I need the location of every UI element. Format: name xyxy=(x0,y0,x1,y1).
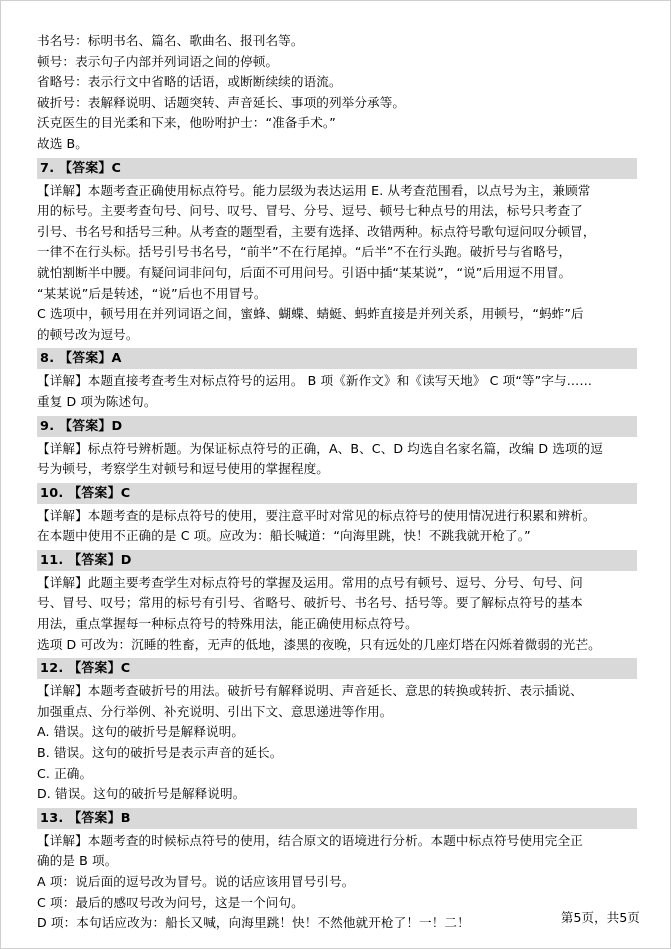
answer-block-11 xyxy=(37,550,637,655)
answer-heading: 13. 【答案】B xyxy=(37,808,637,829)
text-line: 号、冒号、叹号；常用的标号有引号、省略号、破折号、书名号、括号等。要了解标点符号的基本 xyxy=(37,595,583,611)
answer-block-13 xyxy=(37,808,637,934)
text-line: 【详解】本题直接考查考生对标点符号的运用。 B 项《新作文》和《读写天地》 C 项“等”字与…… xyxy=(37,373,593,389)
text-line: “某某说”后是转述，“说”后也不用冒号。 xyxy=(37,285,267,301)
text-line: 【详解】本题考查的时候标点符号的使用，结合原文的语境进行分析。本题中标点符号使用完全正 xyxy=(37,832,583,848)
text-line: D. 错误。这句的破折号是解释说明。 xyxy=(37,786,246,802)
answer-heading: 7. 【答案】C xyxy=(37,158,637,179)
text-line: 确的是 B 项。 xyxy=(37,853,118,869)
text-line: 顿号：表示句子内部并列词语之间的停顿。 xyxy=(37,53,279,69)
text-line: 书名号：标明书名、篇名、歌曲名、报刊名等。 xyxy=(37,33,304,48)
text-line: 号为顿号，考察学生对顿号和逗号使用的掌握程度。 xyxy=(37,461,329,477)
answer-block-8 xyxy=(37,348,637,412)
text-line: D 项：本句话应改为：船长又喊，向海里跳！快！不然他就开枪了！一！二！ xyxy=(37,915,470,931)
text-line: 【详解】标点符号辨析题。为保证标点符号的正确，A、B、C、D 均选自名家名篇，改编 D 选项的逗 xyxy=(37,440,604,456)
answer-heading: 12. 【答案】C xyxy=(37,658,637,679)
answer-block-10 xyxy=(37,483,637,547)
text-line: C 选项中，顿号用在并列词语之间，蜜蜂、蝴蝶、蜻蜓、蚂蚱直接是并列关系，用顿号，“蚂蚱”后 xyxy=(37,306,584,322)
text-line: 加强重点、分行举例、补充说明、引出下文、意思递进等作用。 xyxy=(37,703,393,719)
answer-heading: 9. 【答案】D xyxy=(37,416,637,437)
answer-heading: 11. 【答案】D xyxy=(37,550,637,571)
answer-block-9 xyxy=(37,416,637,480)
text-line: 【详解】此题主要考查学生对标点符号的掌握及运用。常用的点号有顿号、逗号、分号、句号、问 xyxy=(37,574,583,590)
text-line: 选项 D 可改为：沉睡的牲畜，无声的低地，漆黑的夜晚，只有远处的几座灯塔在闪烁着微弱的光芒。 xyxy=(37,636,601,652)
page-footer: 第5页，共5页 xyxy=(560,910,640,925)
answer-block-12 xyxy=(37,658,637,805)
text-line: 就怕割断半中腰。有疑问词非问句，后面不可用问号。引语中插“某某说”，“说”后用逗不用冒。 xyxy=(37,264,572,280)
answer-heading: 8. 【答案】A xyxy=(37,348,637,369)
text-line: C 项：最后的感叹号改为问号，这是一个问句。 xyxy=(37,894,304,910)
text-line: 重复 D 项为陈述句。 xyxy=(37,393,157,409)
answer-block-7 xyxy=(37,158,637,346)
text-line: 破折号：表解释说明、话题突转、声音延长、事项的列举分承等。 xyxy=(37,94,406,110)
text-line: 的顿号改为逗号。 xyxy=(37,326,139,342)
text-line: 故选 B。 xyxy=(37,135,88,151)
text-line: A. 错误。这句的破折号是解释说明。 xyxy=(37,724,245,740)
text-line: 用法，重点掌握每一种标点符号的特殊用法，能正确使用标点符号。 xyxy=(37,616,418,632)
text-line: 引号、书名号和括号三种。从考查的题型看，主要有选择、改错两种。标点符号歌句逗问叹分顿冒， xyxy=(37,223,596,239)
intro-paragraph xyxy=(37,31,637,155)
text-line: 【详解】本题考查正确使用标点符号。能力层级为表达运用 E. 从考查范围看，以点号为主，兼顾常 xyxy=(37,182,591,198)
answer-heading: 10. 【答案】C xyxy=(37,483,637,504)
text-line: B. 错误。这句的破折号是表示声音的延长。 xyxy=(37,745,283,761)
text-line: C. 正确。 xyxy=(37,765,93,781)
text-line: 在本题中使用不正确的是 C 项。应改为：船长喊道：“向海里跳，快！不跳我就开枪了。” xyxy=(37,528,531,544)
text-line: 用的标号。主要考查句号、问号、叹号、冒号、分号、逗号、顿号七种点号的用法，标号只考查了 xyxy=(37,203,583,219)
text-line: 省略号：表示行文中省略的话语，或断断续续的语流。 xyxy=(37,74,342,90)
text-line: 【详解】本题考查的是标点符号的使用，要注意平时对常见的标点符号的使用情况进行积累和辨析。 xyxy=(37,507,596,523)
text-line: 一律不在行头标。括号引号书名号，“前半”不在行尾掉。“后半”不在行头跑。破折号与省略号， xyxy=(37,244,572,260)
text-line: A 项：说后面的逗号改为冒号。说的话应该用冒号引号。 xyxy=(37,874,355,889)
document-content xyxy=(37,31,637,935)
text-line: 沃克医生的目光柔和下来，他吩咐护士：“准备手术。” xyxy=(37,115,336,131)
text-line: 【详解】本题考查破折号的用法。破折号有解释说明、声音延长、意思的转换或转折、表示插说、 xyxy=(37,683,583,699)
